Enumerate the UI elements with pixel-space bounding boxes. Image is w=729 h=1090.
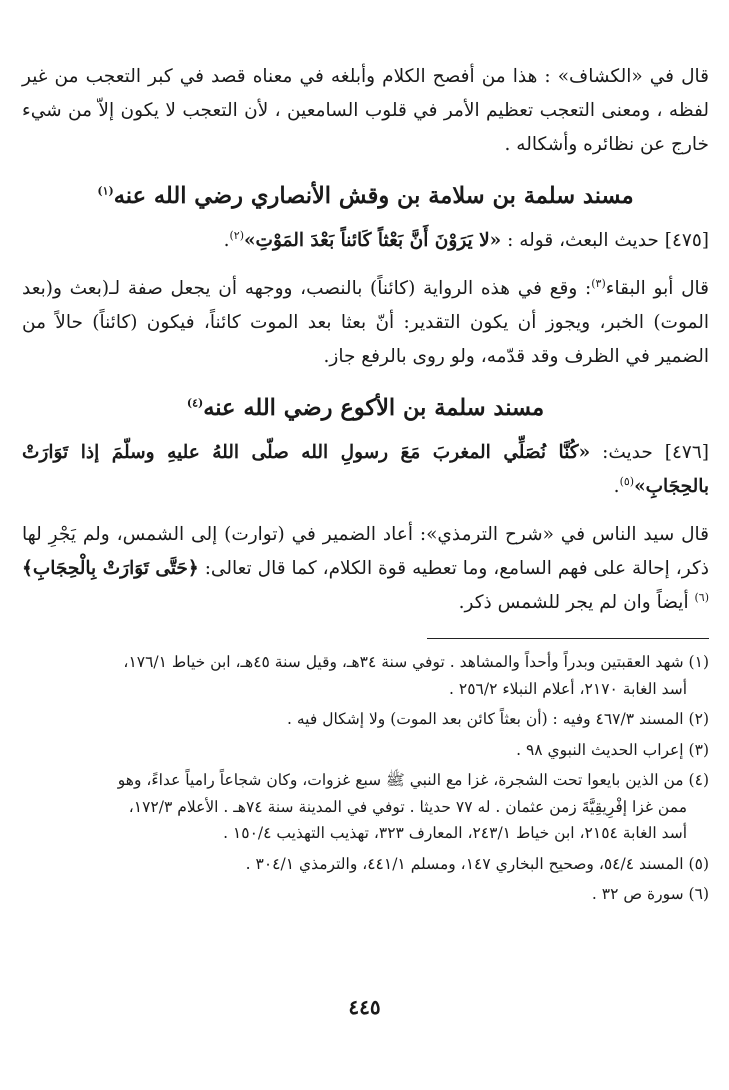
- paragraph-kashshaf: قال في «الكشاف» : هذا من أفصح الكلام وأبلغه في معناه قصد في كبر التعجب من غير لفظه ، ومعنى التعجب تعظيم الأمر في قلوب السامعين ، لأن التعجب لا يكون إلاّ من شيء خارج عن نظائره وأشكاله .: [22, 66, 709, 155]
- spacer: [22, 258, 709, 272]
- hadith-quote: «لا يَرَوْنَ أَنَّ بَعْثاً كَائناً بَعْدَ المَوْتِ»: [243, 230, 502, 251]
- footnote-6: [22, 881, 709, 908]
- paragraph-sayyid-al-nas: [22, 518, 709, 620]
- footnote-ref: (٦): [694, 590, 709, 604]
- footnote-ref: (٢): [229, 228, 244, 242]
- hadith-intro: حديث:: [602, 442, 653, 463]
- hadith-end: .: [613, 476, 620, 497]
- paragraph-text: : وقع في هذه الرواية (كائناً) بالنصب، ووجهه أن يجعل صفة لـ(بعث و(بعد الموت) الخبر، ويجوز أن يكون التقدير: أنّ بعثا بعد الموت كائناً، فيكون (كائناً) حالاً من الضمير في الظرف وقد قدّمه، ولو روى بالرفع جاز.: [22, 278, 709, 367]
- footnote-text: من الذين بايعوا تحت الشجرة، غزا مع النبي ﷺ سبع غزوات، وكان شجاعاً رامياً عداءً، وهو: [117, 771, 684, 789]
- footnote-number: (٤): [688, 771, 709, 789]
- section-heading-salama-bin-salama: [22, 178, 709, 214]
- footnote-number: (١): [688, 653, 709, 671]
- footnote-3: [22, 737, 709, 764]
- footnote-ref: (١): [97, 184, 114, 198]
- footnotes: [22, 649, 709, 908]
- page-number: ٤٤٥: [348, 995, 381, 1019]
- paragraph-abu-al-baqa: [22, 272, 709, 374]
- footnote-ref: (٣): [591, 276, 606, 290]
- hadith-number: [٤٧٥]: [664, 230, 709, 251]
- paragraph-text: قال سيد الناس في «شرح الترمذي»: أعاد الضمير في (توارت) إلى الشمس، ولم يَجْرِ لها ذكر، إحالة على فهم السامع، وما تعطيه قوة الكلام، كما قال تعالى:: [22, 524, 709, 579]
- hadith-number: [٤٧٦]: [664, 442, 709, 463]
- footnote-text: شهد العقبتين وبدراً وأحداً والمشاهد . توفي سنة ٣٤هـ، وقيل سنة ٤٥هـ، ابن خياط ١٧٦/١،: [123, 653, 684, 671]
- hadith-quote: «كُنَّا نُصَلِّي المغربَ مَعَ رسولِ الله صلّى اللهُ عليهِ وسلّمَ إذا تَوَارَتْ بالحِجَابِ»: [22, 442, 709, 497]
- heading-text: مسند سلمة بن سلامة بن وقش الأنصاري رضي الله عنه: [113, 183, 634, 209]
- footnote-text: أسد الغابة ٢١٥٤، ابن خياط ٢٤٣/١، المعارف ٣٢٣، تهذيب التهذيب ١٥٠/٤ .: [223, 824, 687, 842]
- hadith-intro: حديث البعث، قوله :: [507, 230, 659, 251]
- footnote-ref: (٤): [186, 396, 204, 410]
- spacer: [22, 504, 709, 518]
- footnote-1: [22, 649, 709, 702]
- footnote-number: (٥): [688, 854, 709, 873]
- section-heading-salama-bin-al-akwa: [22, 390, 709, 426]
- footnote-text: المسند ٥٤/٤، وصحيح البخاري ١٤٧، ومسلم ٤٤١/١، والترمذي ٣٠٤/١ .: [245, 854, 684, 873]
- footnote-divider: [427, 638, 709, 639]
- footnote-number: (٦): [688, 885, 709, 903]
- footnote-ref: (٥): [619, 474, 635, 488]
- footnote-5: [22, 851, 709, 878]
- footnote-text: المسند ٤٦٧/٣ وفيه : (أن بعثاً كائن بعد الموت) ولا إشكال فيه .: [287, 710, 684, 728]
- paragraph-lead: قال أبو البقاء: [605, 278, 709, 299]
- footnote-text: ممن غزا إفْرِيقِيَّةَ زمن عثمان . له ٧٧ حديثا . توفي في المدينة سنة ٧٤هـ . الأعلام ١٧٢/٣،: [128, 797, 687, 816]
- footnote-text: أسد الغابة ٢١٧٠، أعلام النبلاء ٢٥٦/٢ .: [449, 679, 687, 698]
- footnote-text: سورة ص ٣٢ .: [591, 885, 684, 903]
- footnote-number: (٣): [688, 740, 709, 759]
- footnote-number: (٢): [688, 710, 709, 728]
- hadith-476: [22, 436, 709, 504]
- footnote-2: [22, 706, 709, 733]
- paragraph-after: أيضاً وان لم يجر للشمس ذكر.: [458, 592, 689, 613]
- footnote-4: [22, 767, 709, 847]
- footnote-text: إعراب الحديث النبوي ٩٨ .: [516, 740, 684, 759]
- heading-text: مسند سلمة بن الأكوع رضي الله عنه: [203, 395, 545, 421]
- hadith-end: .: [223, 230, 230, 251]
- quran-verse: ﴿حَتَّى تَوَارَتْ بِالْحِجَابِ﴾: [22, 558, 199, 579]
- hadith-475: [22, 224, 709, 258]
